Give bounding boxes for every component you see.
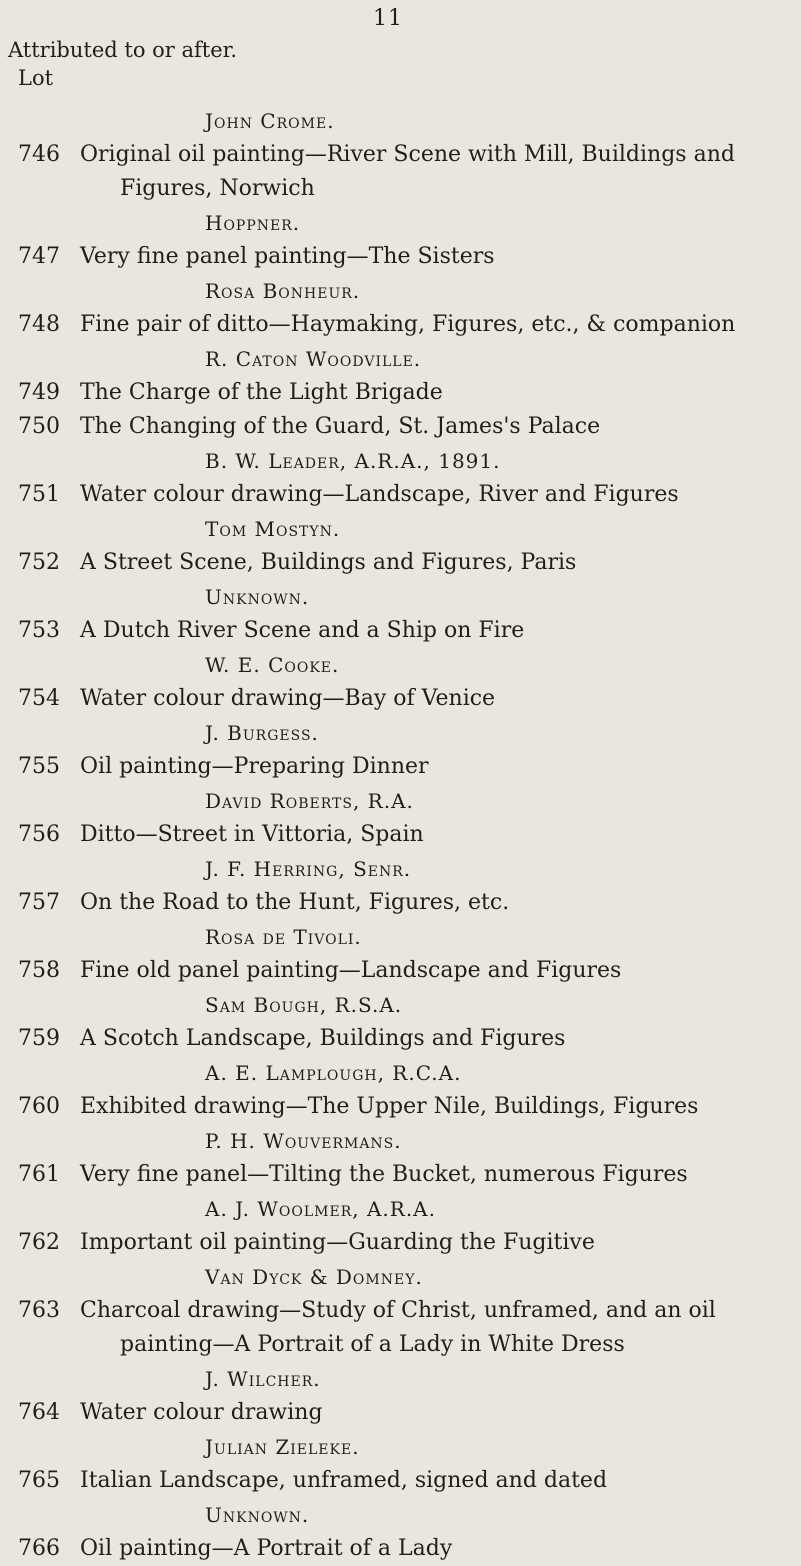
lot-entry [0, 988, 801, 1056]
lot-description: A Scotch Landscape, Buildings and Figures [80, 1026, 566, 1051]
lot-number: 757 [18, 890, 60, 915]
lot-description: Water colour drawing [80, 1400, 323, 1425]
lot-entry [0, 410, 801, 444]
artist-name: A. E. Lamplough, R.C.A. [205, 1061, 462, 1085]
lot-row [0, 886, 801, 920]
section-heading: Attributed to or after. [8, 38, 238, 62]
lot-row [0, 410, 801, 444]
lot-entry [0, 104, 801, 206]
lot-description: Water colour drawing—Landscape, River and Figures [80, 482, 679, 507]
lot-number: 763 [18, 1298, 60, 1323]
lot-description-continued: Figures, Norwich [120, 176, 315, 201]
artist-name: B. W. Leader, A.R.A., 1891. [205, 449, 501, 473]
lot-description: The Changing of the Guard, St. James's Palace [80, 414, 601, 439]
lot-number: 753 [18, 618, 60, 643]
lot-description: Italian Landscape, unframed, signed and dated [80, 1468, 608, 1493]
lot-number: 766 [18, 1536, 60, 1561]
lot-entry [0, 1260, 801, 1362]
lot-number: 755 [18, 754, 60, 779]
lot-row [0, 308, 801, 342]
lot-entry [0, 648, 801, 716]
artist-name: Hoppner. [205, 211, 301, 235]
lot-description: Fine old panel painting—Landscape and Figures [80, 958, 622, 983]
lot-description: Important oil painting—Guarding the Fugitive [80, 1230, 595, 1255]
lot-row [0, 1158, 801, 1192]
lot-description: Oil painting—Preparing Dinner [80, 754, 429, 779]
artist-name: Rosa de Tivoli. [205, 925, 362, 949]
lot-description: Charcoal drawing—Study of Christ, unframed, and an oil [80, 1298, 716, 1323]
lot-row [0, 478, 801, 512]
lot-number: 748 [18, 312, 60, 337]
artist-name: Unknown. [205, 585, 310, 609]
lot-entry [0, 444, 801, 512]
lot-number: 765 [18, 1468, 60, 1493]
artist-name: Van Dyck & Domney. [205, 1265, 423, 1289]
lot-number: 760 [18, 1094, 60, 1119]
lot-number: 756 [18, 822, 60, 847]
artist-name: A. J. Woolmer, A.R.A. [205, 1197, 436, 1221]
lot-number: 749 [18, 380, 60, 405]
lot-entry [0, 1056, 801, 1124]
lot-description: Very fine panel—Tilting the Bucket, numerous Figures [80, 1162, 688, 1187]
lot-row [0, 546, 801, 580]
artist-name: W. E. Cooke. [205, 653, 340, 677]
lot-number: 758 [18, 958, 60, 983]
page-number: 11 [373, 6, 403, 31]
lot-row [0, 614, 801, 648]
lot-row [0, 138, 801, 172]
artist-name: David Roberts, R.A. [205, 789, 414, 813]
lot-description: Original oil painting—River Scene with Mill, Buildings and [80, 142, 735, 167]
lot-column-heading: Lot [18, 66, 54, 90]
lot-number: 747 [18, 244, 60, 269]
lot-description-continued: painting—A Portrait of a Lady in White Dress [120, 1332, 625, 1357]
artist-name: Tom Mostyn. [205, 517, 341, 541]
lot-row [0, 954, 801, 988]
lot-number: 754 [18, 686, 60, 711]
lot-entry [0, 580, 801, 648]
lot-description: A Dutch River Scene and a Ship on Fire [80, 618, 525, 643]
lot-description: Exhibited drawing—The Upper Nile, Buildings, Figures [80, 1094, 699, 1119]
artist-name: R. Caton Woodville. [205, 347, 422, 371]
artist-name: J. Burgess. [205, 721, 319, 745]
lot-number: 759 [18, 1026, 60, 1051]
artist-name: J. Wilcher. [205, 1367, 321, 1391]
lot-entry [0, 206, 801, 274]
lot-entry [0, 512, 801, 580]
lot-entry [0, 1124, 801, 1192]
lot-description: Ditto—Street in Vittoria, Spain [80, 822, 424, 847]
lot-row [0, 1090, 801, 1124]
lot-row [0, 240, 801, 274]
lot-description: Very fine panel painting—The Sisters [80, 244, 495, 269]
lot-row [0, 1226, 801, 1260]
lot-row [0, 1022, 801, 1056]
lot-description: Fine pair of ditto—Haymaking, Figures, etc., & companion [80, 312, 736, 337]
artist-name: J. F. Herring, Senr. [205, 857, 412, 881]
lot-row [0, 750, 801, 784]
lot-number: 762 [18, 1230, 60, 1255]
lot-row [0, 1294, 801, 1328]
lot-entry [0, 1498, 801, 1566]
lot-entry [0, 1192, 801, 1260]
lot-entry [0, 1362, 801, 1430]
lot-number: 750 [18, 414, 60, 439]
lot-number: 761 [18, 1162, 60, 1187]
lot-row [0, 1532, 801, 1566]
lot-entry [0, 716, 801, 784]
lot-row [0, 818, 801, 852]
lot-description: A Street Scene, Buildings and Figures, Paris [80, 550, 577, 575]
lot-entry [0, 852, 801, 920]
lot-number: 752 [18, 550, 60, 575]
lot-entry [0, 920, 801, 988]
artist-name: Julian Zieleke. [205, 1435, 360, 1459]
lot-description: Oil painting—A Portrait of a Lady [80, 1536, 453, 1561]
lot-entry [0, 342, 801, 410]
lot-list [0, 104, 801, 1566]
artist-name: Rosa Bonheur. [205, 279, 361, 303]
lot-row [0, 1396, 801, 1430]
lot-row [0, 682, 801, 716]
artist-name: Unknown. [205, 1503, 310, 1527]
artist-name: Sam Bough, R.S.A. [205, 993, 403, 1017]
lot-number: 746 [18, 142, 60, 167]
lot-entry [0, 1430, 801, 1498]
lot-row [0, 1464, 801, 1498]
artist-name: P. H. Wouvermans. [205, 1129, 402, 1153]
lot-row [0, 376, 801, 410]
lot-description: The Charge of the Light Brigade [80, 380, 443, 405]
lot-number: 764 [18, 1400, 60, 1425]
artist-name: John Crome. [205, 109, 335, 133]
lot-entry [0, 784, 801, 852]
lot-description: On the Road to the Hunt, Figures, etc. [80, 890, 510, 915]
lot-number: 751 [18, 482, 60, 507]
lot-description: Water colour drawing—Bay of Venice [80, 686, 496, 711]
lot-entry [0, 274, 801, 342]
